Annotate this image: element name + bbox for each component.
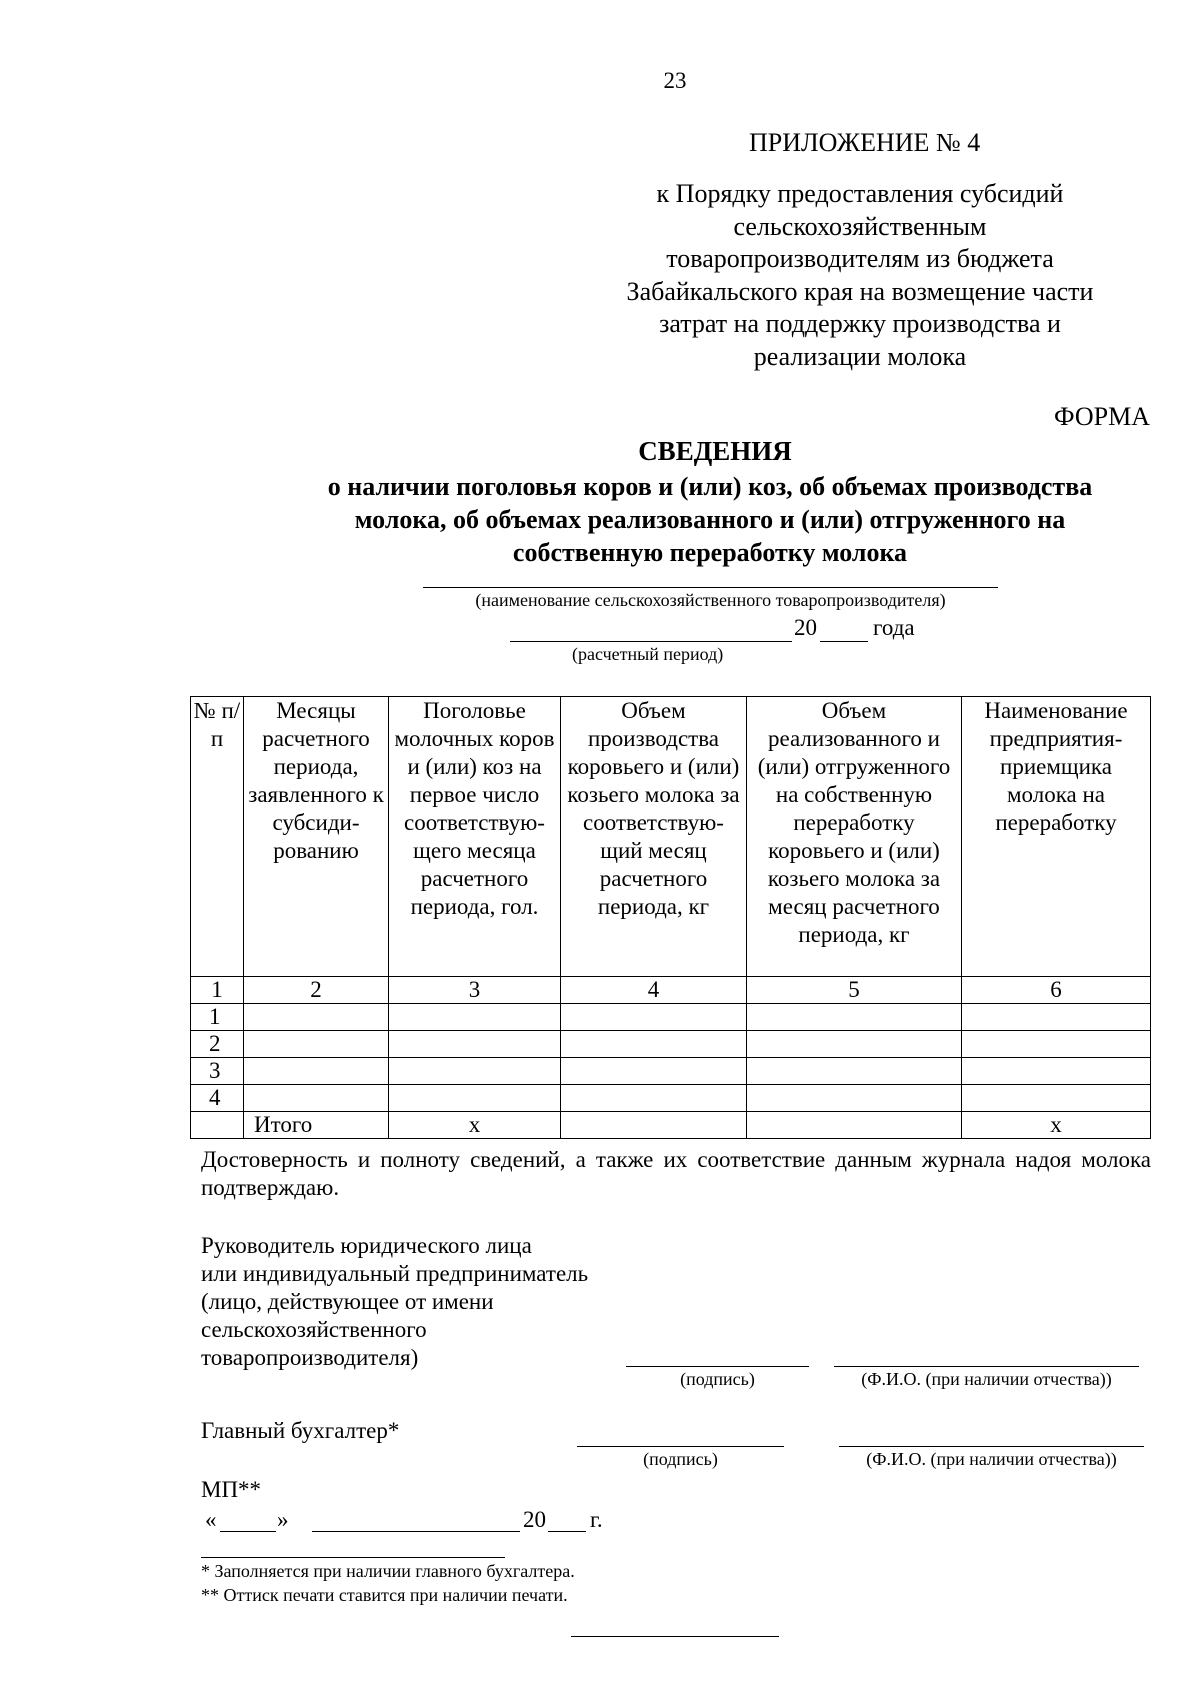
total-cell[interactable] bbox=[561, 1112, 747, 1139]
table-cell[interactable] bbox=[389, 1085, 561, 1112]
total-cell[interactable] bbox=[747, 1112, 962, 1139]
table-row bbox=[191, 1031, 1151, 1058]
table-header-cell: № п/ п bbox=[191, 697, 244, 977]
appendix-title: ПРИЛОЖЕНИЕ № 4 bbox=[749, 128, 981, 157]
head-label-line: (лицо, действующее от имени bbox=[201, 1289, 494, 1314]
column-number: 5 bbox=[747, 977, 962, 1004]
document-subtitle bbox=[270, 470, 1150, 569]
table-cell[interactable] bbox=[389, 1031, 561, 1058]
period-year-suffix: года bbox=[873, 615, 915, 640]
row-number: 1 bbox=[191, 1004, 244, 1031]
head-signature-caption: (подпись) bbox=[680, 1369, 755, 1389]
column-number-row bbox=[191, 977, 1151, 1004]
appendix-subtitle-line: Забайкальского края на возмещение части bbox=[626, 276, 1094, 306]
row-number: 3 bbox=[191, 1058, 244, 1085]
document-title: СВЕДЕНИЯ bbox=[638, 436, 792, 466]
head-label-line: товаропроизводителя) bbox=[201, 1345, 419, 1370]
period-caption: (расчетный период) bbox=[572, 644, 724, 664]
accountant-signature-line[interactable] bbox=[577, 1446, 784, 1447]
head-name-line[interactable] bbox=[834, 1366, 1139, 1367]
date-month-line[interactable] bbox=[312, 1531, 520, 1532]
table-header-row bbox=[191, 697, 1151, 977]
footnote: * Заполняется при наличии главного бухгалтера. bbox=[201, 1561, 575, 1581]
head-signature-line[interactable] bbox=[626, 1366, 809, 1367]
column-number: 4 bbox=[561, 977, 747, 1004]
table-cell[interactable] bbox=[747, 1031, 962, 1058]
table-row bbox=[191, 1058, 1151, 1085]
table-cell[interactable] bbox=[962, 1058, 1151, 1085]
footnote: ** Оттиск печати ставится при наличии печати. bbox=[201, 1585, 568, 1605]
producer-name-line[interactable] bbox=[423, 587, 998, 588]
row-number: 2 bbox=[191, 1031, 244, 1058]
period-line[interactable] bbox=[510, 641, 792, 642]
appendix-subtitle-line: реализации молока bbox=[753, 341, 967, 371]
date-close-quote: » bbox=[277, 1507, 289, 1532]
head-name-caption: (Ф.И.О. (при наличии отчества)) bbox=[861, 1369, 1112, 1389]
document-subtitle-line: о наличии поголовья коров и (или) коз, об объемах производства bbox=[327, 472, 1093, 501]
table-cell[interactable] bbox=[244, 1031, 389, 1058]
table-row bbox=[191, 1004, 1151, 1031]
table-cell[interactable] bbox=[561, 1004, 747, 1031]
table-cell[interactable] bbox=[244, 1004, 389, 1031]
table-header-cell: Объем реализованного и (или) отгруженного на собственную переработку коровьего и (или) козьего молока за месяц расчетного периода, кг bbox=[747, 697, 962, 977]
table-header-cell: Наименование предприятия-приемщика молока на переработку bbox=[962, 697, 1151, 977]
column-number: 1 bbox=[191, 977, 244, 1004]
date-year-line[interactable] bbox=[548, 1531, 586, 1532]
table-header-cell: Месяцы расчетного периода, заявленного к субсиди-рованию bbox=[244, 697, 389, 977]
period-year-line[interactable] bbox=[820, 641, 868, 642]
table-cell[interactable] bbox=[244, 1058, 389, 1085]
table-cell[interactable] bbox=[962, 1004, 1151, 1031]
table-cell[interactable] bbox=[561, 1031, 747, 1058]
closing-line bbox=[571, 1636, 779, 1637]
form-label: ФОРМА bbox=[1054, 402, 1150, 431]
appendix-subtitle bbox=[600, 178, 1120, 373]
date-day-line[interactable] bbox=[220, 1531, 276, 1532]
total-label: Итого bbox=[244, 1112, 389, 1139]
appendix-subtitle-line: затрат на поддержку производства и bbox=[659, 309, 1061, 338]
document-subtitle-line: молока, об объемах реализованного и (или) отгруженного на bbox=[354, 505, 1066, 534]
table-header-cell: Поголовье молочных коров и (или) коз на первое число соответствую-щего месяца расчетного периода, гол. bbox=[389, 697, 561, 977]
column-number: 6 bbox=[962, 977, 1151, 1004]
stamp-label: МП** bbox=[201, 1477, 262, 1502]
document-subtitle-line: собственную переработку молока bbox=[512, 538, 908, 567]
accountant-name-caption: (Ф.И.О. (при наличии отчества)) bbox=[866, 1449, 1117, 1469]
column-number: 3 bbox=[389, 977, 561, 1004]
table-cell[interactable] bbox=[747, 1058, 962, 1085]
table-cell[interactable] bbox=[747, 1004, 962, 1031]
period-year-prefix: 20 bbox=[794, 615, 817, 640]
head-label-line: или индивидуальный предприниматель bbox=[201, 1261, 589, 1286]
head-label-line: сельскохозяйственного bbox=[201, 1317, 427, 1342]
table-cell[interactable] bbox=[962, 1031, 1151, 1058]
date-open-quote: « bbox=[205, 1507, 217, 1532]
date-year-suffix: г. bbox=[590, 1507, 603, 1532]
column-number: 2 bbox=[244, 977, 389, 1004]
total-row bbox=[191, 1112, 1151, 1139]
appendix-subtitle-line: к Порядку предоставления субсидий bbox=[656, 179, 1064, 208]
accountant-name-line[interactable] bbox=[839, 1446, 1144, 1447]
footnote-separator bbox=[201, 1557, 505, 1558]
table-cell[interactable] bbox=[389, 1004, 561, 1031]
accountant-label: Главный бухгалтер* bbox=[201, 1418, 400, 1443]
total-cell: х bbox=[962, 1112, 1151, 1139]
appendix-subtitle-line: товаропроизводителям из бюджета bbox=[666, 244, 1054, 273]
total-cell: х bbox=[389, 1112, 561, 1139]
table-cell[interactable] bbox=[962, 1085, 1151, 1112]
table-cell[interactable] bbox=[389, 1058, 561, 1085]
table-cell[interactable] bbox=[747, 1085, 962, 1112]
page-number: 23 bbox=[663, 68, 687, 93]
producer-caption: (наименование сельскохозяйственного товаропроизводителя) bbox=[475, 590, 946, 610]
row-number: 4 bbox=[191, 1085, 244, 1112]
date-year-prefix: 20 bbox=[523, 1507, 546, 1532]
table-row bbox=[191, 1085, 1151, 1112]
appendix-subtitle-line: сельскохозяйственным bbox=[733, 211, 987, 241]
table-cell[interactable] bbox=[561, 1085, 747, 1112]
data-table bbox=[190, 696, 1151, 1139]
total-cell bbox=[191, 1112, 244, 1139]
table-cell[interactable] bbox=[244, 1085, 389, 1112]
accountant-signature-caption: (подпись) bbox=[643, 1449, 718, 1469]
confirmation-text: Достоверность и полноту сведений, а также их соответствие данным журнала надоя молока подтверждаю. bbox=[201, 1147, 1151, 1200]
head-label-line: Руководитель юридического лица bbox=[201, 1233, 532, 1258]
table-cell[interactable] bbox=[561, 1058, 747, 1085]
table-header-cell: Объем производства коровьего и (или) козьего молока за соответствую-щий месяц расчетного периода, кг bbox=[561, 697, 747, 977]
head-signature-label bbox=[201, 1232, 641, 1372]
